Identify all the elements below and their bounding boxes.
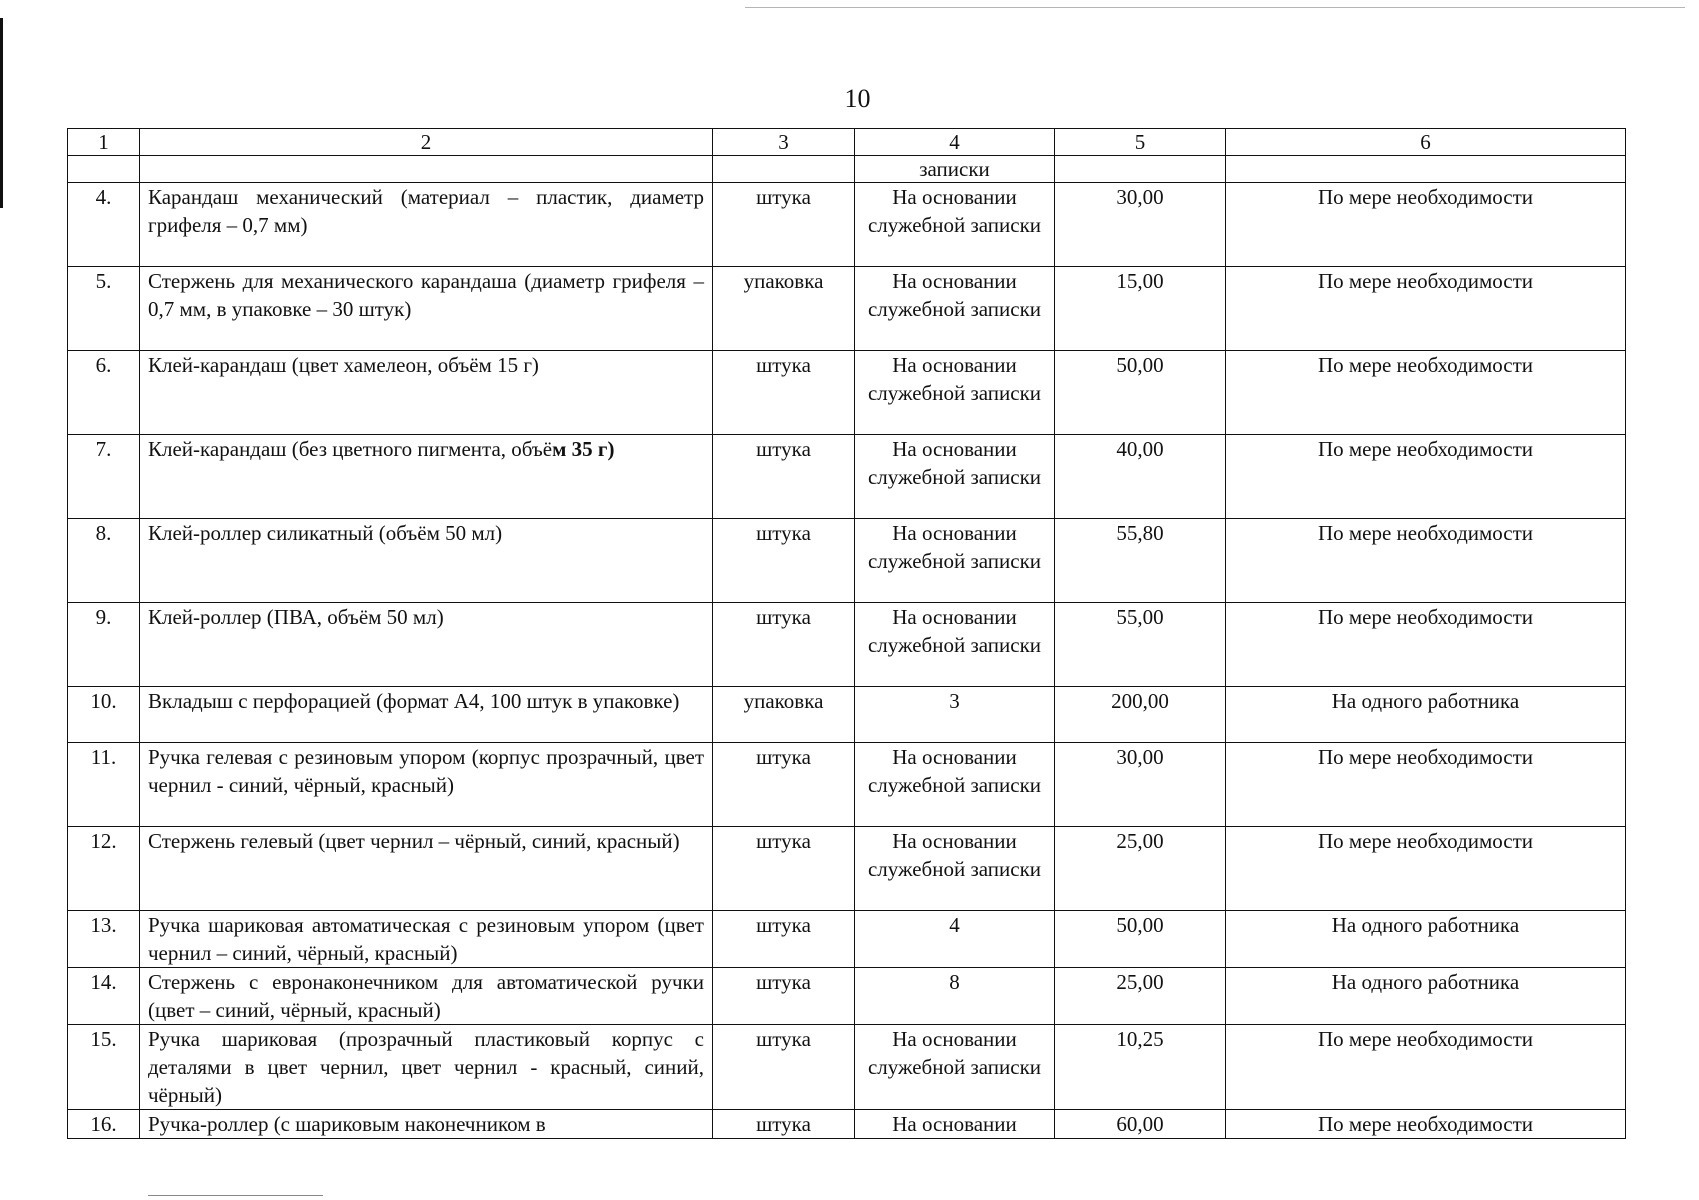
cell-number: 9.	[68, 603, 140, 687]
cell-price: 40,00	[1055, 435, 1226, 519]
cell-note: По мере необходимости	[1226, 519, 1626, 603]
table-row	[68, 911, 1626, 968]
cell-number: 7.	[68, 435, 140, 519]
cell-description: Клей-роллер силикатный (объём 50 мл)	[140, 519, 713, 603]
cell-number: 16.	[68, 1110, 140, 1139]
cell-price	[1055, 156, 1226, 183]
cell-note: По мере необходимости	[1226, 1025, 1626, 1110]
cell-quantity: На основании служебной записки	[855, 603, 1055, 687]
cell-note: По мере необходимости	[1226, 435, 1626, 519]
cell-quantity: На основании служебной записки	[855, 435, 1055, 519]
cell-description: Клей-роллер (ПВА, объём 50 мл)	[140, 603, 713, 687]
cell-price: 200,00	[1055, 687, 1226, 743]
table-row	[68, 1025, 1626, 1110]
cell-note: По мере необходимости	[1226, 603, 1626, 687]
cell-unit: штука	[713, 827, 855, 911]
cell-note: По мере необходимости	[1226, 183, 1626, 267]
cell-unit: упаковка	[713, 687, 855, 743]
cell-price: 55,00	[1055, 603, 1226, 687]
cell-note: По мере необходимости	[1226, 1110, 1626, 1139]
cell-quantity: 8	[855, 968, 1055, 1025]
cell-price: 15,00	[1055, 267, 1226, 351]
table-row-continuation	[68, 156, 1626, 183]
cell-description: Ручка шариковая (прозрачный пластиковый корпус с деталями в цвет чернил, цвет чернил - красный, синий, чёрный)	[140, 1025, 713, 1110]
column-header: 2	[140, 129, 713, 156]
cell-unit: штука	[713, 743, 855, 827]
table-row	[68, 603, 1626, 687]
table-row	[68, 1110, 1626, 1139]
cell-description: Клей-карандаш (цвет хамелеон, объём 15 г)	[140, 351, 713, 435]
cell-quantity: На основании	[855, 1110, 1055, 1139]
cell-unit	[713, 156, 855, 183]
cell-description	[140, 156, 713, 183]
column-header: 6	[1226, 129, 1626, 156]
table-row	[68, 435, 1626, 519]
cell-price: 50,00	[1055, 911, 1226, 968]
cell-unit: штука	[713, 968, 855, 1025]
cell-quantity: На основании служебной записки	[855, 183, 1055, 267]
column-header: 4	[855, 129, 1055, 156]
cell-number: 8.	[68, 519, 140, 603]
cell-number: 14.	[68, 968, 140, 1025]
cell-number: 13.	[68, 911, 140, 968]
table-row	[68, 968, 1626, 1025]
cell-number: 10.	[68, 687, 140, 743]
cell-unit: штука	[713, 183, 855, 267]
cell-number	[68, 156, 140, 183]
table-row	[68, 687, 1626, 743]
cell-unit: штука	[713, 435, 855, 519]
cell-description	[140, 435, 713, 519]
cell-description: Стержень гелевый (цвет чернил – чёрный, синий, красный)	[140, 827, 713, 911]
cell-number: 6.	[68, 351, 140, 435]
table-header-row	[68, 129, 1626, 156]
cell-quantity: На основании служебной записки	[855, 743, 1055, 827]
cell-quantity: На основании служебной записки	[855, 519, 1055, 603]
page-number-text: 10	[844, 84, 871, 113]
cell-quantity: На основании служебной записки	[855, 827, 1055, 911]
cell-note: По мере необходимости	[1226, 827, 1626, 911]
cell-price: 55,80	[1055, 519, 1226, 603]
cell-unit: штука	[713, 911, 855, 968]
cell-number: 11.	[68, 743, 140, 827]
cell-price: 30,00	[1055, 743, 1226, 827]
cell-quantity: На основании служебной записки	[855, 267, 1055, 351]
cell-unit: штука	[713, 351, 855, 435]
table-row	[68, 827, 1626, 911]
cell-note: На одного работника	[1226, 911, 1626, 968]
cell-description: Вкладыш с перфорацией (формат А4, 100 штук в упаковке)	[140, 687, 713, 743]
column-header: 5	[1055, 129, 1226, 156]
cell-description: Стержень с евронаконечником для автоматической ручки (цвет – синий, чёрный, красный)	[140, 968, 713, 1025]
cell-price: 50,00	[1055, 351, 1226, 435]
cell-description-bold-text: м 35 г)	[552, 437, 615, 461]
cell-quantity: записки	[855, 156, 1055, 183]
cell-description: Ручка-роллер (с шариковым наконечником в	[140, 1110, 713, 1139]
cell-unit: штука	[713, 519, 855, 603]
cell-note: По мере необходимости	[1226, 743, 1626, 827]
table-row	[68, 519, 1626, 603]
cell-unit: штука	[713, 1110, 855, 1139]
cell-note	[1226, 156, 1626, 183]
cell-quantity: На основании служебной записки	[855, 1025, 1055, 1110]
cell-description: Стержень для механического карандаша (диаметр грифеля – 0,7 мм, в упаковке – 30 штук)	[140, 267, 713, 351]
table-row	[68, 267, 1626, 351]
cell-price: 25,00	[1055, 968, 1226, 1025]
cell-price: 30,00	[1055, 183, 1226, 267]
cell-quantity: 4	[855, 911, 1055, 968]
cell-note: По мере необходимости	[1226, 351, 1626, 435]
table-row	[68, 183, 1626, 267]
footnote-separator	[148, 1195, 323, 1196]
cell-description: Карандаш механический (материал – пластик, диаметр грифеля – 0,7 мм)	[140, 183, 713, 267]
cell-quantity: 3	[855, 687, 1055, 743]
cell-note: По мере необходимости	[1226, 267, 1626, 351]
cell-number: 5.	[68, 267, 140, 351]
cell-note: На одного работника	[1226, 687, 1626, 743]
column-header: 1	[68, 129, 140, 156]
cell-number: 4.	[68, 183, 140, 267]
document-table	[67, 128, 1626, 1139]
table-row	[68, 351, 1626, 435]
column-header: 3	[713, 129, 855, 156]
page-number	[0, 84, 1699, 114]
cell-number: 12.	[68, 827, 140, 911]
cell-number: 15.	[68, 1025, 140, 1110]
cell-unit: штука	[713, 603, 855, 687]
cell-price: 25,00	[1055, 827, 1226, 911]
cell-unit: упаковка	[713, 267, 855, 351]
table-row	[68, 743, 1626, 827]
cell-note: На одного работника	[1226, 968, 1626, 1025]
cell-description: Ручка шариковая автоматическая с резиновым упором (цвет чернил – синий, чёрный, красный)	[140, 911, 713, 968]
cell-description: Ручка гелевая с резиновым упором (корпус прозрачный, цвет чернил - синий, чёрный, красный)	[140, 743, 713, 827]
cell-quantity: На основании служебной записки	[855, 351, 1055, 435]
cell-unit: штука	[713, 1025, 855, 1110]
cell-description-text: Клей-карандаш (без цветного пигмента, объё	[148, 437, 553, 461]
cell-price: 10,25	[1055, 1025, 1226, 1110]
cell-price: 60,00	[1055, 1110, 1226, 1139]
scan-top-line	[745, 7, 1685, 8]
